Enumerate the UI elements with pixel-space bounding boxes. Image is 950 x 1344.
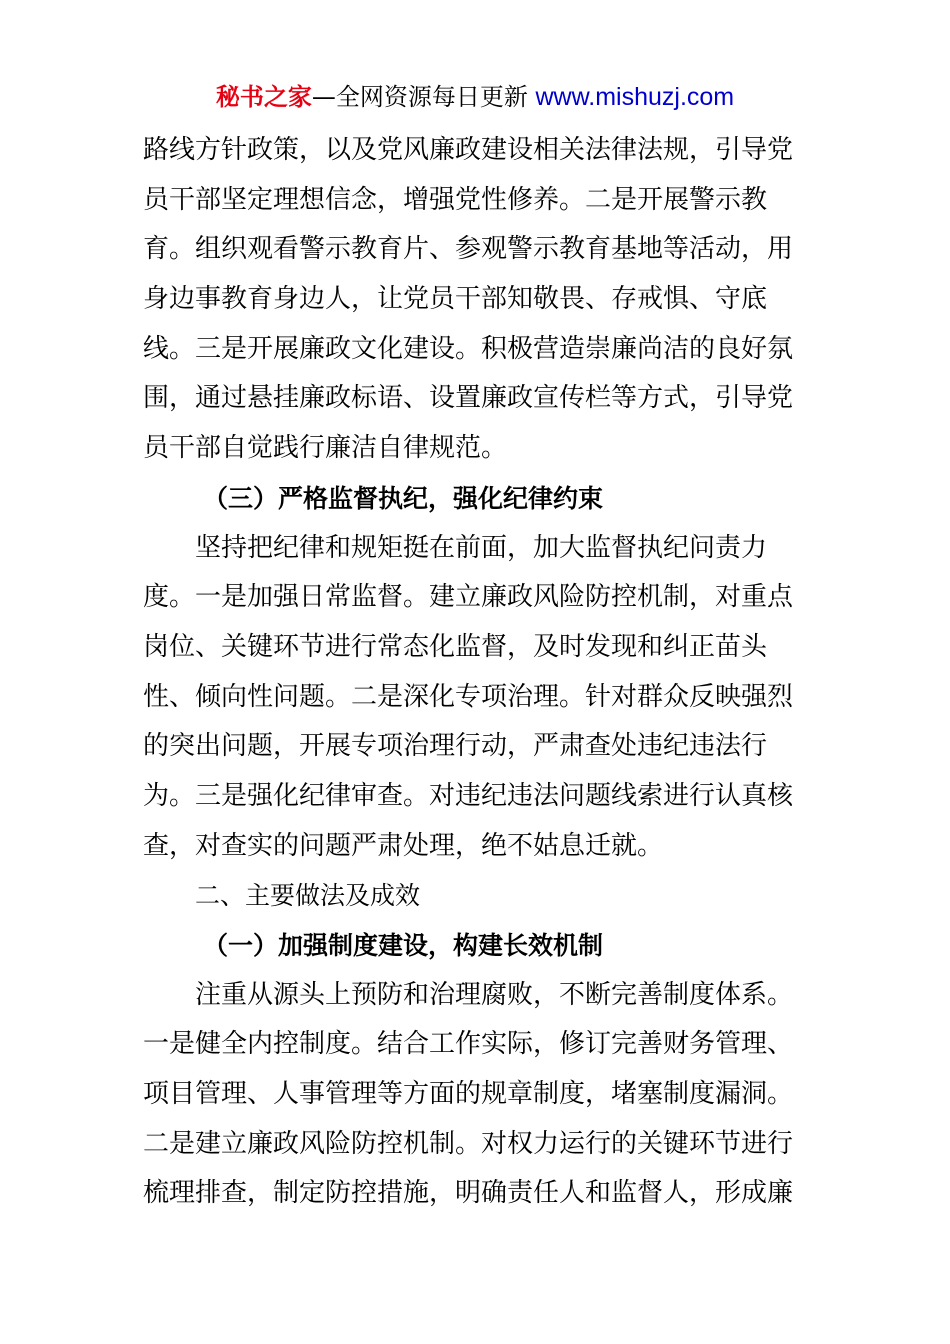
body-line: 性、倾向性问题。二是深化专项治理。针对群众反映强烈 <box>143 681 794 712</box>
body-line: 一是健全内控制度。结合工作实际，修订完善财务管理、 <box>143 1029 794 1060</box>
body-line: 围，通过悬挂廉政标语、设置廉政宣传栏等方式，引导党 <box>143 383 794 414</box>
paragraph-first-line: 注重从源头上预防和治理腐败，不断完善制度体系。 <box>195 979 794 1010</box>
paragraph-first-line: 坚持把纪律和规矩挺在前面，加大监督执纪问责力 <box>195 532 768 563</box>
chapter-heading: 二、主要做法及成效 <box>195 881 421 911</box>
body-line: 路线方针政策，以及党风廉政建设相关法律法规，引导党 <box>143 135 794 165</box>
site-url-link[interactable]: www.mishuzj.com <box>535 83 735 111</box>
body-line: 岗位、关键环节进行常态化监督，及时发现和纠正苗头 <box>143 631 768 662</box>
body-line: 的突出问题，开展专项治理行动，严肃查处违纪违法行 <box>143 731 768 762</box>
section-heading: （三）严格监督执纪，强化纪律约束 <box>203 483 604 513</box>
body-line: 育。组织观看警示教育片、参观警示教育基地等活动，用 <box>143 234 794 265</box>
brand-name: 秘书之家 <box>215 83 312 111</box>
body-line: 为。三是强化纪律审查。对违纪违法问题线索进行认真核 <box>143 780 794 811</box>
body-line: 员干部坚定理想信念，增强党性修养。二是开展警示教 <box>143 184 768 215</box>
body-line: 项目管理、人事管理等方面的规章制度，堵塞制度漏洞。 <box>143 1079 794 1110</box>
body-line: 查，对查实的问题严肃处理，绝不姑息迁就。 <box>143 830 664 861</box>
section-heading: （一）加强制度建设，构建长效机制 <box>203 931 604 960</box>
body-line: 度。一是加强日常监督。建立廉政风险防控机制，对重点 <box>143 582 794 613</box>
body-line: 员干部自觉践行廉洁自律规范。 <box>143 433 508 464</box>
document-body <box>143 126 823 1219</box>
header-tagline: —全网资源每日更新 <box>311 83 536 111</box>
body-line: 梳理排查，制定防控措施，明确责任人和监督人，形成廉 <box>143 1178 794 1209</box>
page-header <box>0 80 950 114</box>
body-line: 线。三是开展廉政文化建设。积极营造崇廉尚洁的良好氛 <box>143 333 794 364</box>
body-line: 身边事教育身边人，让党员干部知敬畏、存戒惧、守底 <box>143 284 768 315</box>
body-line: 二是建立廉政风险防控机制。对权力运行的关键环节进行 <box>143 1128 794 1159</box>
